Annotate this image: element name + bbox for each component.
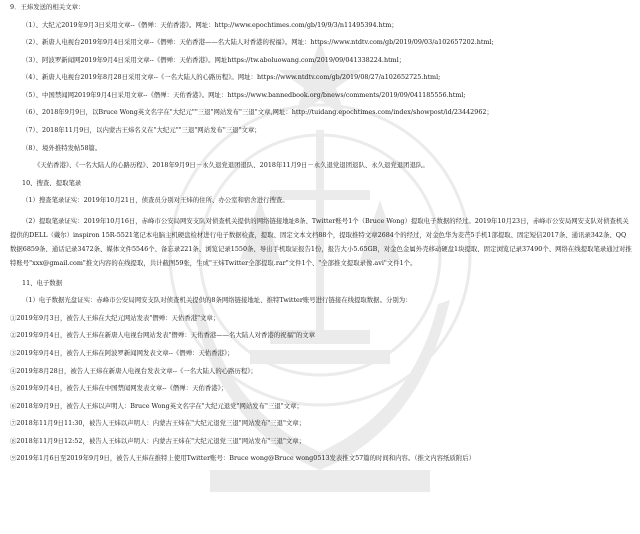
- document-body: [10, 3, 632, 464]
- data-item-3: ③2019年9月4日，被告人王炜在阿波罗新闻网发表文章--《僭殚：天佑香港》；: [10, 348, 234, 357]
- data-item-4: ④2019年8月28日，被告人王炜在新唐人电视台发表文章--《一名大陆人的心路历程》；: [10, 366, 257, 375]
- section-heading-9: 9．王炜发送的相关文章：: [10, 3, 85, 11]
- data-item-2: ②2019年9月4日，被告人王炜在新唐人电视台网站发表"僭殚：天佑香港——名大陆人对香港的祝福"的文章: [10, 331, 316, 340]
- search-record: （1）搜查笔录证实：2019年10月21日，侦查员分别对王炜的住所、办公室和宿舍进行搜查。: [22, 196, 289, 205]
- data-item-8: ⑧2018年11月9日12:52，被告人王炜以声明人：内蒙古王炜在"大纪元退党三退"网站发布"三退"文章；: [10, 436, 306, 445]
- data-item-9: ⑨2019年1月6日至2019年9月9日，被告人王炜在推特上使用Twitter账号：Bruce wong@Bruce wong0513发表推文57篇的时间和内容。（推文内容纸质附后）: [10, 454, 476, 463]
- article-summary: 《天佑香港》、《一名大陆人的心路历程》、2018年9月9日－永久退党退团退队、2018年11月9日－永久退党退团退队、永久退党退团退队。: [34, 161, 429, 170]
- article-item-4: （4）、新唐人电视台2019年8月28日采用文章--《一名大陆人的心路历程》。网址：https://www.ntdtv.com/gb/2019/08/27/a102652725.html;: [22, 73, 441, 82]
- extraction-record: （2）提取笔录证实：2019年10月16日，赤峰市公安局网安支队对侦查机关提供的网络链接地址8条、Twitter账号1个（Bruce Wong）提取电子数据的经过。2019年10月23日，赤峰市公安局网安支队对侦查机关提供的DELL（戴尔）inspiron 15R-5521笔记本电脑主机硬盘检材进行电子数据检查，提取、固定文本文档88个，提取推特文章2684个的经过，对金色华为麦芒5手机1部提取、固定短信2017条、通讯录342条、QQ数据6859条、通话记录3472条、媒体文件5546个、备忘录221条、浏览记录1550条、导出手机取证报告1份，报告大小5.65GB，对金色金属外壳移动硬盘1块提取、固定浏览记录37490个、网络在线提取笔录通过对推特账号"xxx@gmail.com"推文内容的在线提取，共计截图59张，生成"王炜Twitter全部提取.rar"文件1个、"全部推文提取录像.avi"文件1个。: [10, 216, 632, 268]
- article-item-2: （2）、新唐人电视台2019年9月4日采用文章--《僭殚：天佑香港——名大陆人对香港的祝福》。网址：https://www.ntdtv.com/gb/2019/09/03/a102657202.html;: [22, 38, 494, 47]
- article-item-5: （5）、中国禁闻网2019年9月4日采用文章--《僭殚：天佑香港》。网址：https://www.bannedbook.org/bnews/comments/2019/09/041185556.html;: [22, 90, 466, 99]
- article-item-1: （1）、大纪元2019年9月3日采用文章--《僭殚：天佑香港》。网址：http://www.epochtimes.com/gb/19/9/3/n11495394.htm；: [22, 20, 398, 29]
- data-item-1: ①2019年9月3日，被告人王炜在大纪元网站发表"僭殚：天佑香港"文章；: [10, 313, 220, 322]
- data-item-5: ⑤2019年9月4日，被告人王炜在中国禁闻网发表文章--《僭殚：天佑香港》；: [10, 384, 228, 393]
- article-item-3: （3）、阿波罗新闻网2019年9月4日采用文章--《僭殚：天佑香港》。网址https://tw.aboluowang.com/2019/09/041338224.html；: [22, 55, 406, 64]
- section-heading-10: 10、搜查、提取笔录: [22, 178, 82, 187]
- data-item-7: ⑦2018年11月9日11:30，被告人王炜以声明人：内蒙古王炜在"大纪元退党三退"网站发布"三退"文章；: [10, 419, 306, 428]
- article-item-7: （7）、2018年11月9日，以内蒙古王炜名义在"大纪元""三退"网站发布"三退"文章；: [22, 126, 261, 135]
- article-item-8: （8）、境外推特发帖58篇。: [22, 143, 102, 152]
- article-item-6: （6）、2018年9月9日，以Bruce Wong英文名字在"大纪元""三退"网站发布"三退"文章,网址：http://tuidang.epochtimes.com/index/showpost/id/23442962；: [22, 108, 493, 117]
- section-heading-11: 11、电子数据: [22, 278, 63, 287]
- electronic-data-record: （1）电子数据光盘证实：赤峰市公安局网安支队对侦查机关提供的8条网络链接地址、推特Twitter账号进行链接在线提取数据。分别为：: [22, 296, 412, 305]
- data-item-6: ⑥2018年9月9日，被告人王炜以声明人：Bruce Wong英文名字在"大纪元退党"网站发布"三退"文章；: [10, 401, 303, 410]
